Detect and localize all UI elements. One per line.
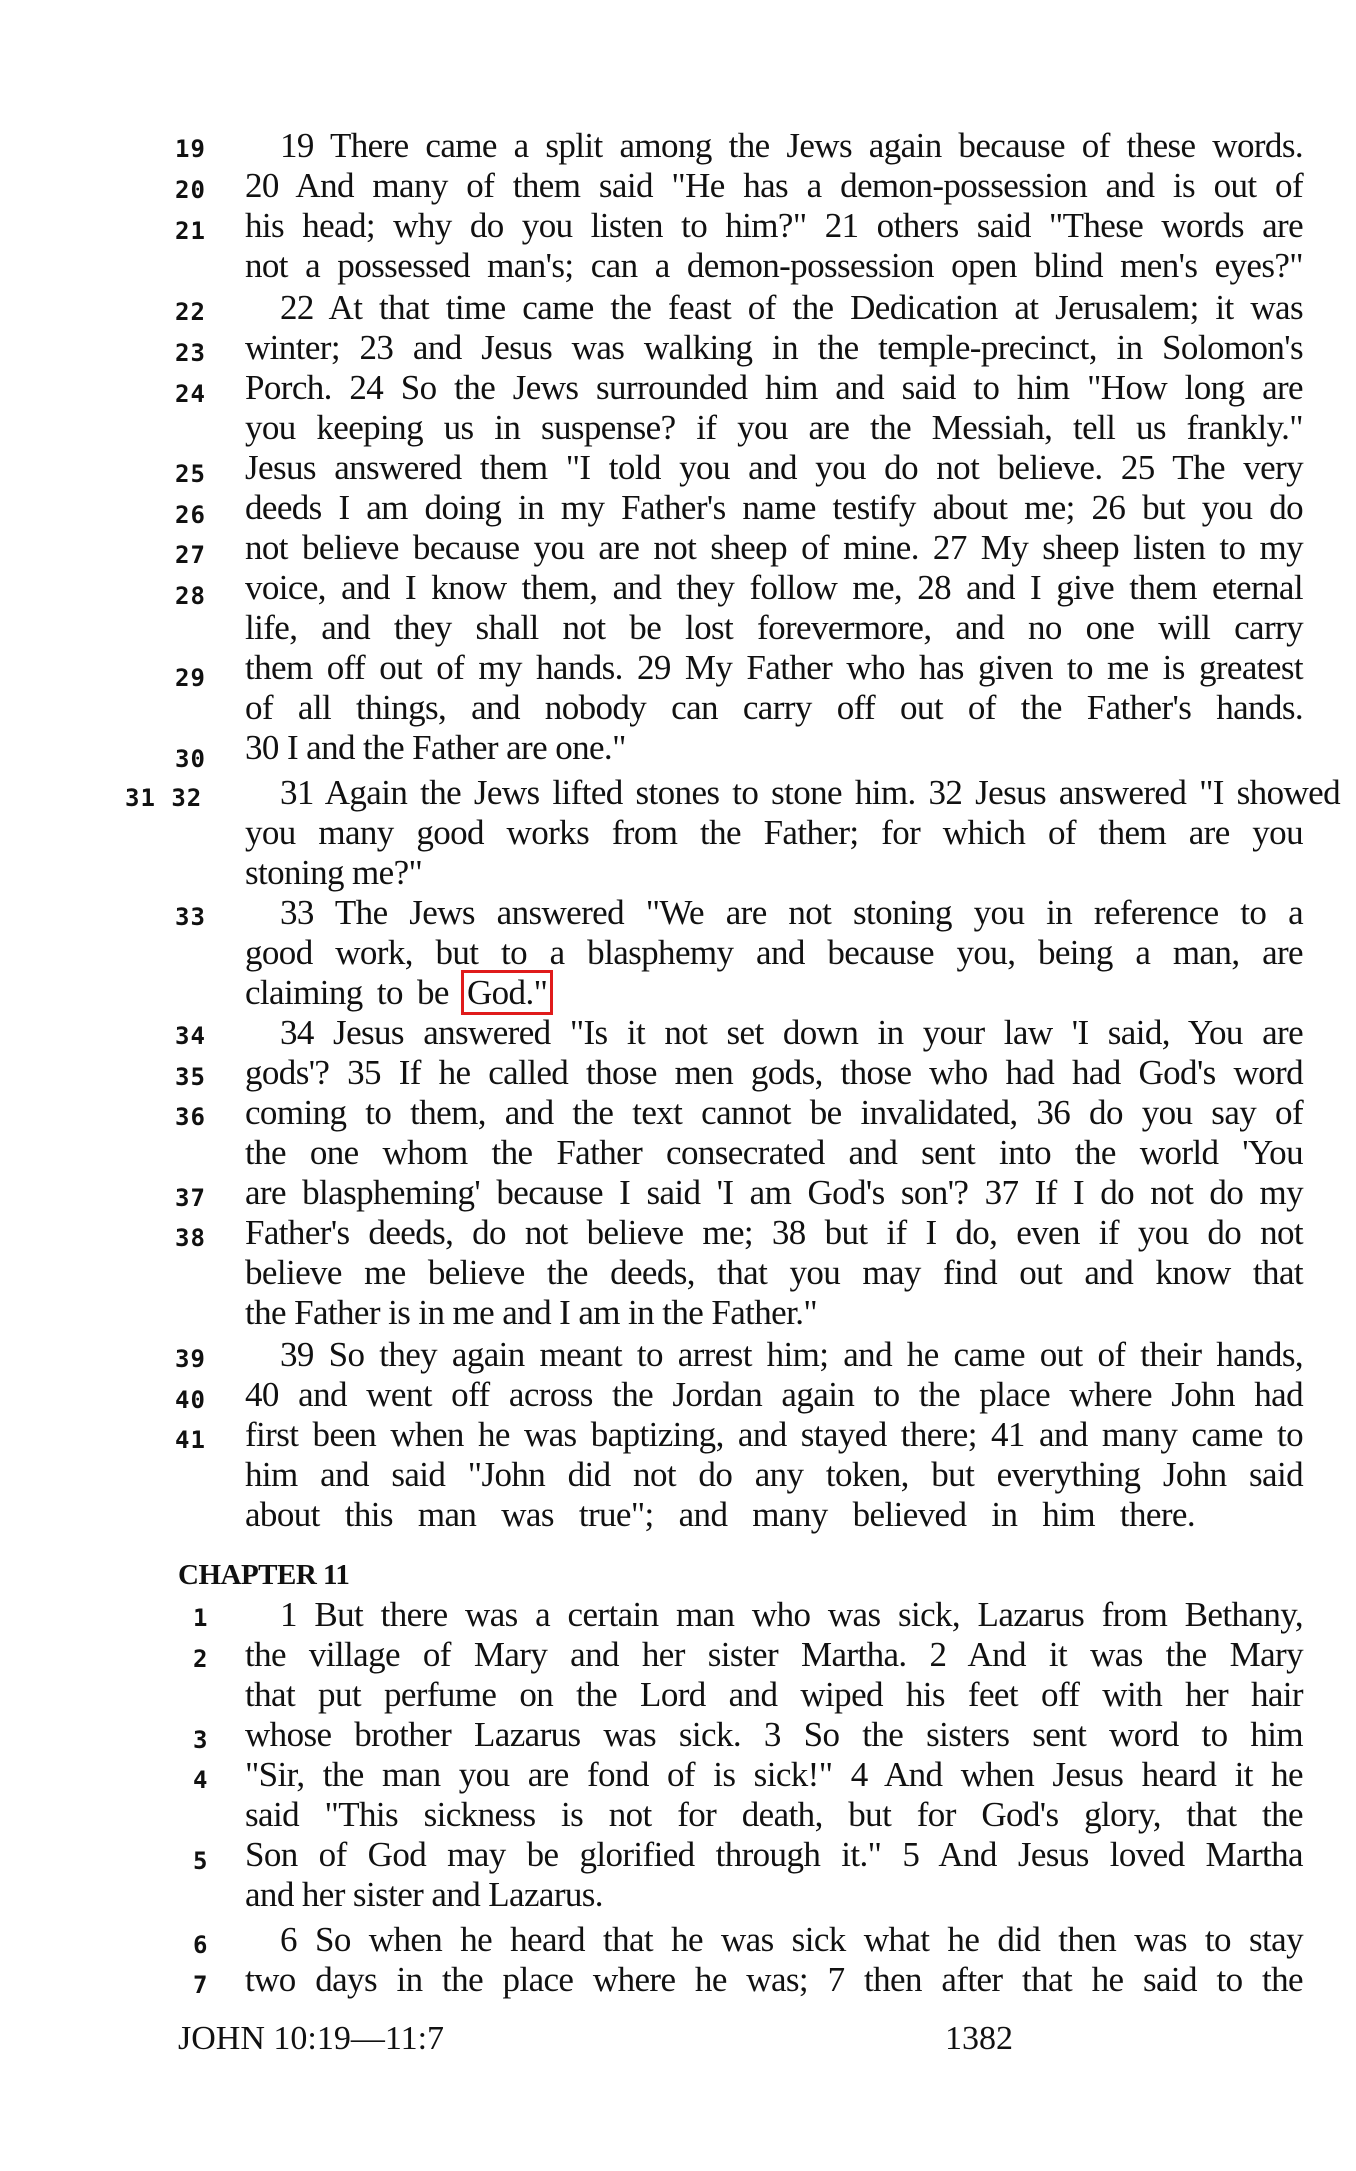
text-line: are blaspheming' because I said 'I am God's son'? 37 If I do not do my [245,1173,1303,1212]
verse-number: 26 [175,501,206,529]
text-line: and her sister and Lazarus. [245,1875,603,1914]
text-line: you keeping us in suspense? if you are the Messiah, tell us frankly." [245,408,1303,447]
verse-number: 27 [175,541,206,569]
text-line: good work, but to a blasphemy and because you, being a man, are [245,933,1303,972]
text-line: life, and they shall not be lost forevermore, and no one will carry [245,608,1303,647]
page-number: 1382 [945,2020,1013,2057]
verse-number: 23 [175,339,206,367]
verse-number: 37 [175,1184,206,1212]
text-line: 40 and went off across the Jordan again to the place where John had [245,1375,1303,1414]
verse-number: 7 [193,1971,209,1999]
text-line: whose brother Lazarus was sick. 3 So the sisters sent word to him [245,1715,1303,1754]
verse-number: 6 [193,1931,209,1959]
verse-number: 4 [193,1766,209,1794]
text-line: of all things, and nobody can carry off out of the Father's hands. [245,688,1303,727]
verse-number: 30 [175,745,206,773]
text-line: Father's deeds, do not believe me; 38 but if I do, even if you do not [245,1213,1303,1252]
text-line: believe me believe the deeds, that you may find out and know that [245,1253,1303,1292]
verse-number: 24 [175,380,206,408]
chapter-heading: CHAPTER 11 [178,1559,350,1591]
verse-number: 31 32 [125,784,203,812]
text-line: deeds I am doing in my Father's name testify about me; 26 but you do [245,488,1303,527]
text-line: you many good works from the Father; for which of them are you [245,813,1303,852]
text-line: said "This sickness is not for death, but for God's glory, that the [245,1795,1303,1834]
text-line: 31 Again the Jews lifted stones to stone him. 32 Jesus answered "I showed [280,773,1340,812]
text-line [245,973,1303,1013]
text-line: Jesus answered them "I told you and you do not believe. 25 The very [245,448,1303,487]
text-line: Son of God may be glorified through it." 5 And Jesus loved Martha [245,1835,1303,1874]
highlighted-word: God." [461,970,553,1015]
text-line: 33 The Jews answered "We are not stoning you in reference to a [280,893,1303,932]
footer-reference: JOHN 10:19—11:7 [178,2020,445,2057]
verse-number: 35 [175,1063,206,1091]
verse-number: 21 [175,217,206,245]
verse-number: 22 [175,298,206,326]
text-line: the Father is in me and I am in the Father." [245,1293,818,1332]
text-line: not believe because you are not sheep of mine. 27 My sheep listen to my [245,528,1303,567]
verse-number: 33 [175,903,206,931]
text-line: winter; 23 and Jesus was walking in the temple-precinct, in Solomon's [245,328,1303,367]
verse-number: 19 [175,135,206,163]
verse-number: 41 [175,1426,206,1454]
verse-number: 29 [175,664,206,692]
text-line: gods'? 35 If he called those men gods, those who had had God's word [245,1053,1303,1092]
verse-number: 1 [193,1604,209,1632]
text-line: about this man was true"; and many believed in him there. [245,1495,1195,1534]
verse-number: 34 [175,1022,206,1050]
verse-number: 5 [193,1847,209,1875]
text-line: 39 So they again meant to arrest him; and he came out of their hands, [280,1335,1303,1374]
verse-number: 20 [175,176,206,204]
text-line: 20 And many of them said "He has a demon-possession and is out of [245,166,1303,205]
text-line: voice, and I know them, and they follow me, 28 and I give them eternal [245,568,1303,607]
text-line: first been when he was baptizing, and stayed there; 41 and many came to [245,1415,1303,1454]
text-line: two days in the place where he was; 7 then after that he said to the [245,1960,1303,1999]
text-line: 6 So when he heard that he was sick what he did then was to stay [280,1920,1303,1959]
text-line: 1 But there was a certain man who was sick, Lazarus from Bethany, [280,1595,1303,1634]
text-line: Porch. 24 So the Jews surrounded him and said to him "How long are [245,368,1303,407]
text-line: the one whom the Father consecrated and sent into the world 'You [245,1133,1303,1172]
verse-number: 39 [175,1345,206,1373]
text-line: not a possessed man's; can a demon-possession open blind men's eyes?" [245,246,1303,285]
text-line: them off out of my hands. 29 My Father who has given to me is greatest [245,648,1303,687]
verse-number: 40 [175,1386,206,1414]
verse-number: 38 [175,1224,206,1252]
text-line: stoning me?" [245,853,423,892]
text-line: his head; why do you listen to him?" 21 others said "These words are [245,206,1303,245]
verse-number: 36 [175,1103,206,1131]
verse-number: 2 [193,1645,209,1673]
text-line: 22 At that time came the feast of the Dedication at Jerusalem; it was [280,288,1303,327]
text-line: 19 There came a split among the Jews again because of these words. [280,126,1303,165]
text-line: "Sir, the man you are fond of is sick!" 4 And when Jesus heard it he [245,1755,1303,1794]
text-line: 34 Jesus answered "Is it not set down in your law 'I said, You are [280,1013,1303,1052]
text-line-prefix: claiming to be [245,973,449,1012]
verse-number: 28 [175,582,206,610]
verse-number: 3 [193,1726,209,1754]
verse-number: 25 [175,460,206,488]
text-line: him and said "John did not do any token, but everything John said [245,1455,1303,1494]
text-line: the village of Mary and her sister Martha. 2 And it was the Mary [245,1635,1303,1674]
text-line: coming to them, and the text cannot be invalidated, 36 do you say of [245,1093,1303,1132]
text-line: 30 I and the Father are one." [245,728,626,767]
text-line: that put perfume on the Lord and wiped his feet off with her hair [245,1675,1303,1714]
